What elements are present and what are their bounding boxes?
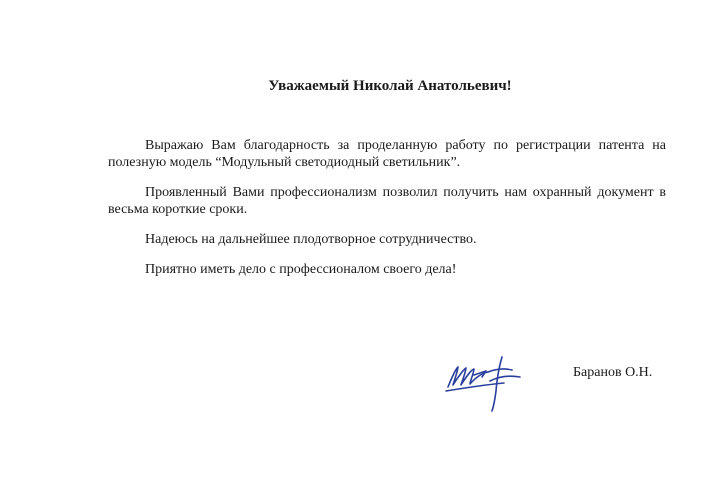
salutation: Уважаемый Николай Анатольевич! [268,78,512,94]
paragraph-pleasure: Приятно иметь дело с профессионалом своего дела! [145,262,457,277]
letter-body [108,137,666,291]
paragraph-gratitude: Выражаю Вам благодарность за проделанную работу по регистрации патента на полезную модель “Модульный светодиодный светильник”. [108,138,666,170]
paragraph-cooperation: Надеюсь на дальнейшее плодотворное сотрудничество. [145,232,477,247]
paragraph-professionalism: Проявленный Вами профессионализм позволил получить нам охранный документ в весьма короткие сроки. [108,185,666,217]
handwritten-signature [444,347,544,417]
signer-name: Баранов О.Н. [573,365,653,380]
